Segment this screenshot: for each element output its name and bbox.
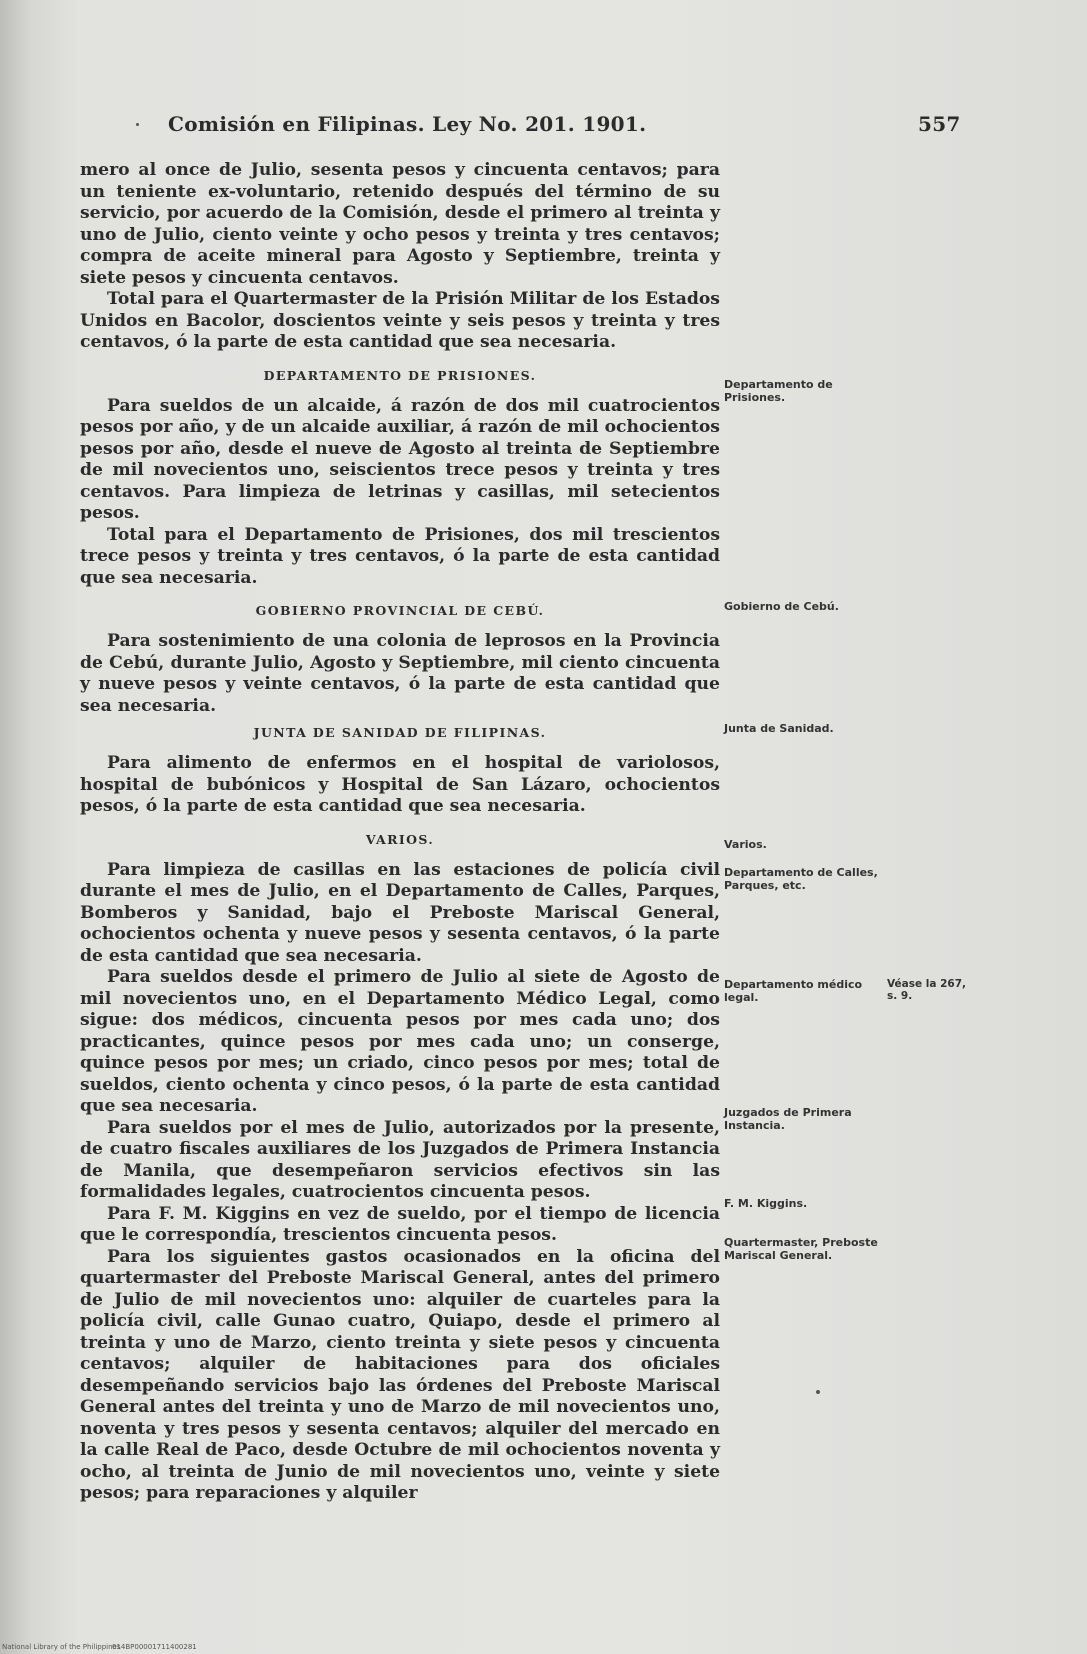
margin-note-calles: Departamento de Calles, Parques, etc. — [724, 866, 878, 892]
margin-note-varios: Varios. — [724, 838, 767, 851]
ink-speck — [816, 1390, 820, 1394]
running-title: Comisión en Filipinas. Ley No. 201. 1901. — [168, 112, 647, 136]
paragraph: Para F. M. Kiggins en vez de sueldo, por el tiempo de licencia que le correspondía, trescientos cincuenta pesos. — [80, 1203, 720, 1245]
paragraph: Total para el Departamento de Prisiones, dos mil trescientos trece pesos y treinta y tres centavos, ó la parte de esta cantidad que sea necesaria. — [80, 524, 720, 588]
paragraph: Para los siguientes gastos ocasionados en la oficina del quartermaster del Preboste Mariscal General, antes del primero de Julio de mil novecientos uno: alquiler de cuarteles para la policía civil, calle Gunao cuatro, Quiapo, desde el primero al treinta y uno de Marzo, ciento treinta y siete pesos y cincuenta centavos; alquiler de habitaciones para dos oficiales desempeñando servicios bajo las órdenes del Preboste Mariscal General antes del treinta y uno de Marzo de mil novecientos uno, noventa y tres pesos y sesenta centavos; alquiler del mercado en la calle Real de Paco, desde Octubre de mil ochocientos noventa y ocho, al treinta de Junio de mil novecientos uno, veinte y siete pesos; para reparaciones y alquiler — [80, 1246, 720, 1503]
main-text-column — [80, 160, 720, 1505]
margin-note-quartermaster: Quartermaster, Preboste Mariscal General. — [724, 1236, 878, 1262]
section-heading-sanidad: JUNTA DE SANIDAD DE FILIPINAS. — [253, 725, 547, 740]
paragraph: Para sueldos de un alcaide, á razón de dos mil cuatrocientos pesos por año, y de un alcaide auxiliar, á razón de mil ochocientos pesos por año, desde el nueve de Agosto al treinta de Septiembre de mil novecientos uno, seiscientos trece pesos y treinta y tres centavos. Para limpieza de letrinas y casillas, mil setecientos pesos. — [80, 395, 720, 523]
footer-library: National Library of the Philippines — [2, 1643, 121, 1651]
page-header — [0, 112, 1087, 142]
ink-speck — [136, 123, 139, 126]
scan-footer — [0, 1641, 1087, 1654]
footer-identifier: 014BP00001711400281 — [112, 1643, 197, 1651]
section-heading-prisiones: DEPARTAMENTO DE PRISIONES. — [263, 367, 537, 383]
margin-note-cross-reference: Véase la 267, s. 9. — [887, 978, 967, 1002]
paragraph: Para sueldos por el mes de Julio, autorizados por la presente, de cuatro fiscales auxiliares de los Juzgados de Primera Instancia de Manila, que desempeñaron servicios efectivos sin las formalidades legales, cuatrocientos cincuenta pesos. — [80, 1117, 720, 1202]
paragraph: Para alimento de enfermos en el hospital de variolosos, hospital de bubónicos y Hospital de San Lázaro, ochocientos pesos, ó la parte de esta cantidad que sea necesaria. — [80, 753, 720, 816]
page-number: 557 — [918, 112, 961, 136]
paragraph: mero al once de Julio, sesenta pesos y cincuenta centavos; para un teniente ex-voluntario, retenido después del término de su servicio, por acuerdo de la Comisión, desde el primero al treinta y uno de Julio, ciento veinte y ocho pesos y treinta y tres centavos; compra de aceite mineral para Agosto y Septiembre, treinta y siete pesos y cincuenta centavos. — [80, 160, 720, 288]
paragraph: Para sueldos desde el primero de Julio al siete de Agosto de mil novecientos uno, en el Departamento Médico Legal, como sigue: dos médicos, cincuenta pesos por mes cada uno; dos practicantes, quince pesos por mes cada uno; un conserge, quince pesos por mes; un criado, cinco pesos por mes; total de sueldos, ciento ochenta y cinco pesos, ó la parte de esta cantidad que sea necesaria. — [80, 967, 720, 1116]
section-heading-varios: VARIOS. — [365, 831, 435, 847]
paragraph: Para sostenimiento de una colonia de leprosos en la Provincia de Cebú, durante Julio, Agosto y Septiembre, mil ciento cincuenta y nueve pesos y veinte centavos, ó la parte de esta cantidad que sea necesaria. — [80, 631, 720, 716]
section-heading-cebu: GOBIERNO PROVINCIAL DE CEBÚ. — [255, 603, 545, 618]
margin-note-kiggins: F. M. Kiggins. — [724, 1197, 808, 1210]
margin-note-medico-legal: Departamento médico legal. — [724, 978, 863, 1004]
paragraph: Total para el Quartermaster de la Prisión Militar de los Estados Unidos en Bacolor, doscientos veinte y seis pesos y treinta y tres centavos, ó la parte de esta cantidad que sea necesaria. — [80, 289, 720, 352]
margin-note-juzgados: Juzgados de Primera Instancia. — [724, 1106, 852, 1132]
paragraph: Para limpieza de casillas en las estaciones de policía civil durante el mes de Julio, en el Departamento de Calles, Parques, Bomberos y Sanidad, bajo el Preboste Mariscal General, ochocientos ochenta y nueve pesos y sesenta centavos, ó la parte de esta cantidad que sea necesaria. — [80, 859, 720, 966]
margin-note-cebu: Gobierno de Cebú. — [724, 600, 839, 613]
margin-note-sanidad: Junta de Sanidad. — [724, 722, 834, 735]
margin-note-prisiones: Departamento de Prisiones. — [724, 378, 833, 404]
